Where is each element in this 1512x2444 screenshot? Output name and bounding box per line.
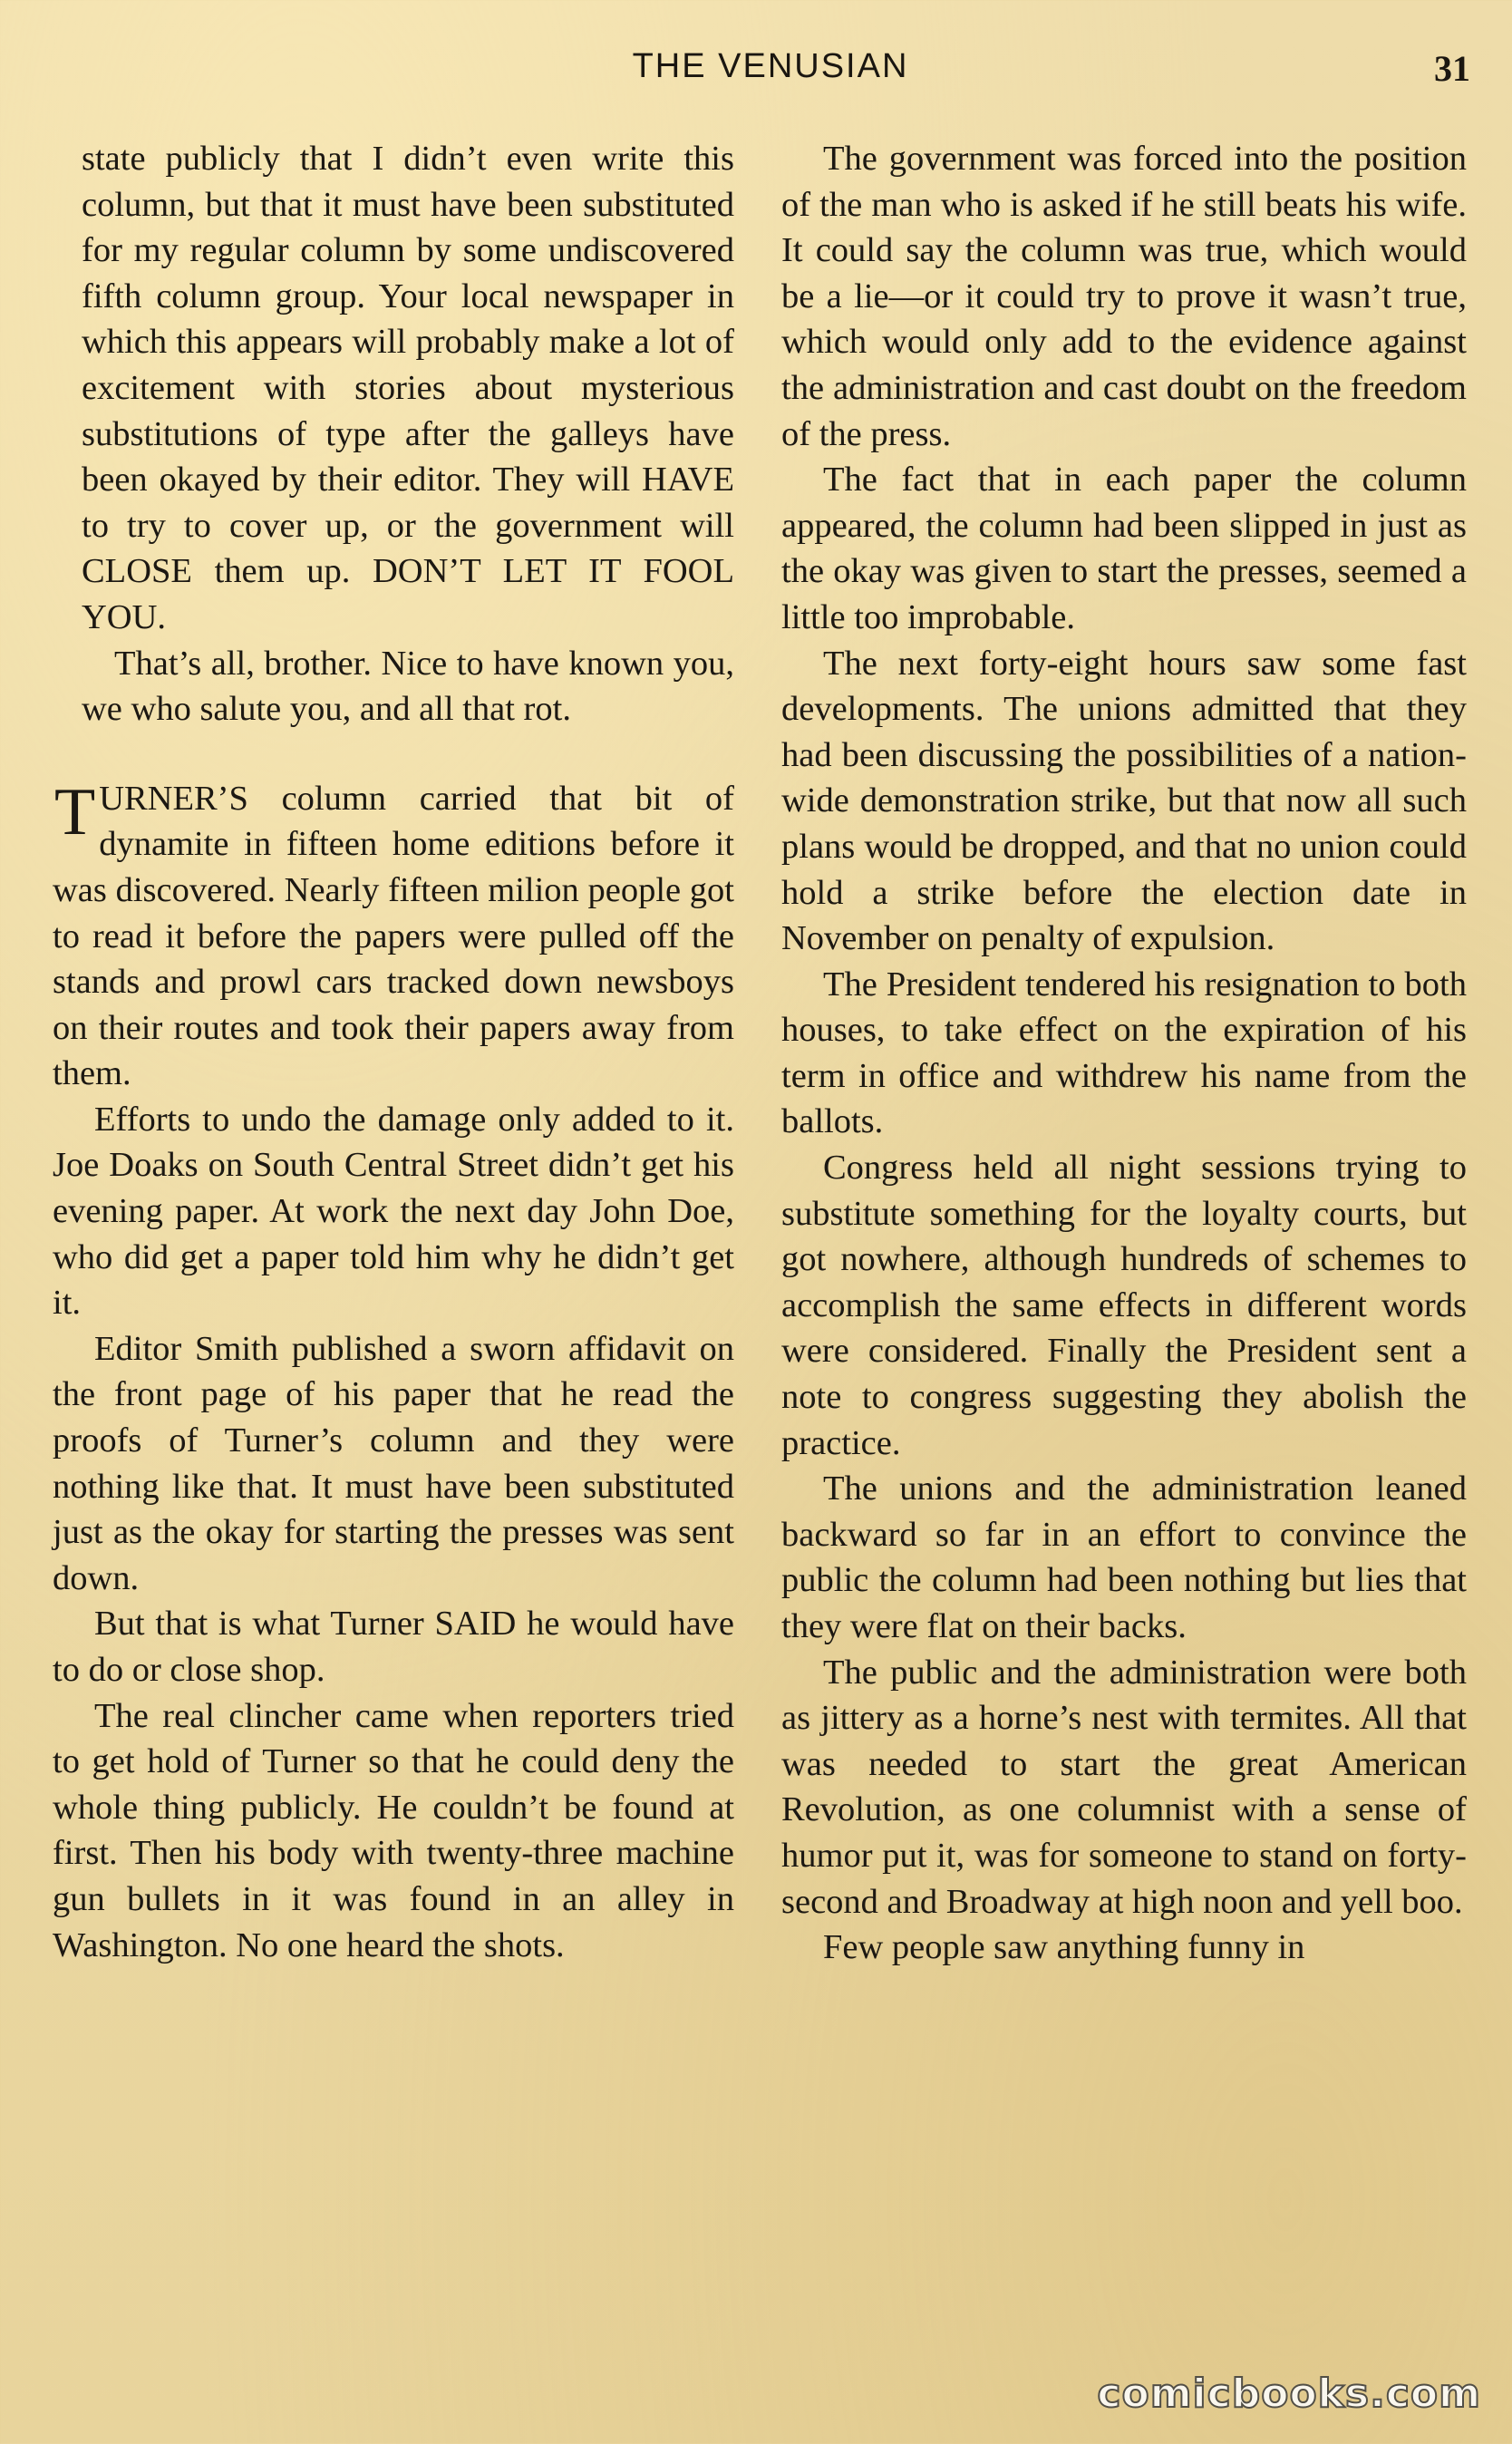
paragraph: The government was forced into the position of the man who is asked if he still beats his wife. It could say the column was true, which would be a lie—or it could try to prove it wasn’t true, which would only add to the evidence against the administration and cast doubt on the freedom of the press. — [781, 140, 1467, 453]
paragraph: The unions and the administration leaned backward so far in an effort to convince the public the column had been nothing but lies that they were flat on their backs. — [781, 1469, 1467, 1645]
left-column-opening — [53, 136, 734, 732]
left-column — [53, 136, 734, 1968]
right-column — [781, 136, 1467, 1971]
page-number: 31 — [1434, 48, 1470, 89]
section-break — [53, 732, 734, 776]
paragraph: The next forty-eight hours saw some fast developments. The unions admitted that they had been discussing the possibilities of a nation-wide demonstration strike, but that now all such plans would be dropped, and that no union could hold a strike before the election date in November on penalty of expulsion. — [781, 644, 1467, 958]
paragraph: The fact that in each paper the column appeared, the column had been slipped in just as the okay was given to start the presses, seemed a little too improbable. — [781, 461, 1467, 636]
paragraph: Efforts to undo the damage only added to it. Joe Doaks on South Central Street didn’t get his evening paper. At work the next day John Doe, who did get a paper told him why he didn’t get it. — [53, 1100, 734, 1323]
paragraph: The public and the administration were both as jittery as a horne’s nest with termites. All that was needed to start the great American Revolution, as one columnist with a sense of humor put it, was for someone to stand on forty-second and Broadway at high noon and yell boo. — [781, 1653, 1467, 1921]
drop-cap: T — [54, 774, 96, 849]
paragraph: The real clincher came when reporters tried to get hold of Turner so that he could deny the whole thing publicly. He couldn’t be found at first. Then his body with twenty-three machine gun bullets in it was found in an alley in Washington. No one heard the shots. — [53, 1696, 734, 1964]
paragraph-text: URNER’S column carried that bit of dynamite in fifteen home editions before it was discovered. Nearly fifteen milion people got to read it before the papers were pulled off the stands and prowl cars tracked down newsboys on their routes and took their papers away from them. — [53, 779, 734, 1093]
paragraph: Congress held all night sessions trying to substitute something for the loyalty courts, but got nowhere, although hundreds of schemes to accomplish the same effects in different words were considered. Finally the President sent a note to congress suggesting they abolish the practice. — [781, 1149, 1467, 1462]
running-title: THE VENUSIAN — [632, 47, 909, 85]
paragraph: That’s all, brother. Nice to have known you, we who salute you, and all that rot. — [82, 644, 734, 729]
paragraph: The President tendered his resignation to both houses, to take effect on the expiration of his term in office and withdrew his name from the ballots. — [781, 965, 1467, 1141]
paragraph: Few people saw anything funny in — [823, 1928, 1305, 1967]
paragraph: But that is what Turner SAID he would have to do or close shop. — [53, 1605, 734, 1689]
paragraph: state publicly that I didn’t even write this column, but that it must have been substituted for my regular column by some undiscovered fifth column group. Your local newspaper in which this appears will probably make a lot of excitement with stories about mysterious substitutions of type after the galleys have been okayed by their editor. They will HAVE to try to cover up, or the government will CLOSE them up. DON’T LET IT FOOL YOU. — [82, 140, 734, 636]
site-watermark: comicbooks.com — [1097, 2371, 1481, 2417]
paragraph-with-drop-cap — [53, 776, 734, 1097]
paragraph: Editor Smith published a sworn affidavit on the front page of his paper that he read the proofs of Turner’s column and they were nothing like that. It must have been substituted just as the okay for starting the presses was sent down. — [53, 1329, 734, 1597]
page-header — [0, 47, 1512, 92]
